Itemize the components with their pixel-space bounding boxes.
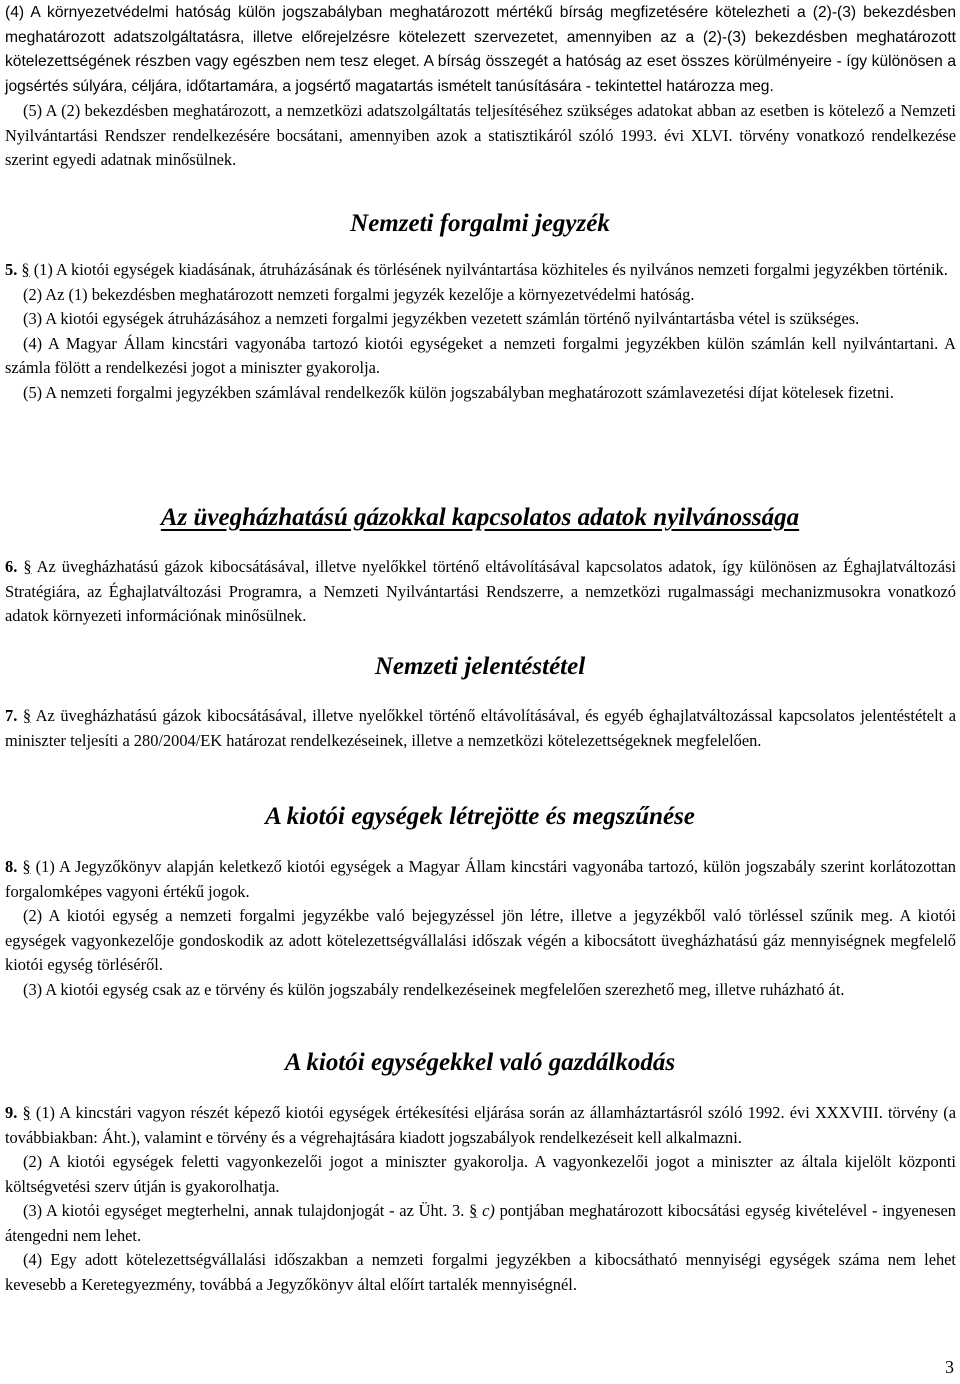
section-symbol[interactable]: §	[23, 557, 32, 576]
paragraph-4-5: (5) A (2) bekezdésben meghatározott, a nemzetközi adatszolgáltatás teljesítéséhez szükséges adatokat abban az esetben is kötelező a Nemzeti Nyilvántartási Rendszer rendelkezésére bocsátani, amennyiben azok a statisztikáról szóló 1993. évi XLVI. törvény vonatkozó rendelkezése szerint egyedi adatnak minősülnek.	[5, 101, 956, 169]
section-symbol[interactable]: §	[22, 1103, 31, 1122]
paragraph-text: (3) A kiotói egységet megterhelni, annak tulajdonjogát - az Üht. 3.	[23, 1201, 470, 1220]
section-4-continuation	[5, 1, 956, 173]
point-reference: c)	[477, 1201, 495, 1220]
heading-nemzeti-jelentestetel: Nemzeti jelentéstétel	[374, 653, 586, 680]
paragraph-text: (1) A kincstári vagyon részét képező kiotói egységek értékesítési eljárása során az államháztartásról szóló 1992. évi XXXVIII. törvény (a továbbiakban: Áht.), valamint e törvény és a végrehajtására kiadott jogszabályok rendelkezéseit kell alkalmazni.	[5, 1103, 956, 1147]
section-number: 8.	[5, 857, 18, 876]
section-6	[5, 555, 956, 629]
paragraph-5-5: (5) A nemzeti forgalmi jegyzékben számlával rendelkezők külön jogszabályban meghatározott számlavezetési díjat kötelesek fizetni.	[23, 382, 894, 402]
paragraph-8-2: (2) A kiotói egység a nemzeti forgalmi jegyzékbe való bejegyzéssel jön létre, illetve a jegyzékből való törléssel szűnik meg. A kiotói egységek vagyonkezelője gondoskodik az adott kötelezettségvállalási időszak végén a kibocsátott üvegházhatású gáz mennyiségnek megfelelő kiotói egység törléséről.	[5, 906, 956, 974]
section-5	[5, 258, 956, 405]
section-8	[5, 855, 956, 1002]
paragraph-9-2: (2) A kiotói egységek feletti vagyonkezelői jogot a miniszter gyakorolja. A vagyonkezelői jogot a miniszter az általa kijelölt központi költségvetési szerv útján is gyakorolhatja.	[5, 1152, 956, 1196]
heading-text: Az üvegházhatású gázokkal kapcsolatos adatok nyilvánossága	[160, 504, 800, 531]
section-9	[5, 1101, 956, 1297]
paragraph-5-1	[5, 258, 956, 283]
section-number: 7.	[5, 706, 18, 725]
section-number: 9.	[5, 1103, 18, 1122]
section-symbol[interactable]: §	[469, 1201, 478, 1220]
paragraph-8-1	[5, 855, 956, 904]
heading-kiotoi-egysegekkel-gazdalkodas: A kiotói egységekkel való gazdálkodás	[284, 1049, 676, 1076]
heading-nemzeti-forgalmi-jegyzek: Nemzeti forgalmi jegyzék	[350, 210, 610, 237]
paragraph-text: Az üvegházhatású gázok kibocsátásával, illetve nyelőkkel történő eltávolításával kapcsolatos adatok, így különösen az Éghajlatváltozási Stratégiára, az Éghajlatváltozási Programra, a Nemzeti Nyilvántartási Rendszerre, a nemzetközi rugalmassági mechanizmusokra vonatkozó adatok környezeti információnak minősülnek.	[5, 557, 956, 625]
section-number: 5.	[5, 260, 18, 279]
paragraph-9-1	[5, 1101, 956, 1150]
paragraph-9-4: (4) Egy adott kötelezettségvállalási időszakban a nemzeti forgalmi jegyzékben a kibocsátható mennyiségi egységek száma nem lehet kevesebb a Keretegyezmény, továbbá a Jegyzőkönyv által előírt tartalék mennyiségnél.	[5, 1250, 956, 1294]
paragraph-text: (1) A Jegyzőkönyv alapján keletkező kiotói egységek a Magyar Állam kincstári vagyonába tartozó, külön jogszabály szerint korlátozottan forgalomképes vagyoni értékű jogok.	[5, 857, 956, 901]
paragraph-5-3: (3) A kiotói egységek átruházásához a nemzeti forgalmi jegyzékben vezetett számlán történő nyilvántartásba vétel is szükséges.	[23, 309, 860, 328]
section-symbol[interactable]: §	[21, 260, 30, 279]
paragraph-4-4: (4) A környezetvédelmi hatóság külön jogszabályban meghatározott mértékű bírság megfizetésére kötelezheti a (2)-(3) bekezdésben meghatározott adatszolgáltatásra, illetve előrejelzésre kötelezett szervezetet, amennyiben az a (2)-(3) bekezdésben meghatározott kötelezettségének részben vagy egészben nem tesz eleget. A bírság összegét a hatóság az eset összes körülményeire - így különösen a jogsértés súlyára, céljára, időtartamára, a jogsértő magatartás ismételt tanúsítására - tekintettel határozza meg.	[5, 4, 956, 95]
section-symbol[interactable]: §	[22, 857, 31, 876]
paragraph-6-1	[5, 555, 956, 629]
section-symbol[interactable]: §	[22, 706, 32, 725]
heading-kiotoi-egysegek-letrejotte: A kiotói egységek létrejötte és megszűnése	[265, 803, 695, 830]
paragraph-text: Az üvegházhatású gázok kibocsátásával, illetve nyelőkkel történő eltávolításával, és egyéb éghajlatváltozással kapcsolatos jelentéstételt a miniszter teljesíti a 280/2004/EK határozat rendelkezéseinek, illetve a nemzetközi kötelezettségeknek megfelelően.	[5, 706, 956, 750]
paragraph-9-3	[5, 1199, 956, 1248]
paragraph-7-1	[5, 704, 956, 753]
section-number: 6.	[5, 557, 18, 576]
heading-uveghazhatasu-gazok-adatok	[0, 502, 960, 534]
paragraph-text: (1) A kiotói egységek kiadásának, átruházásának és törlésének nyilvántartása közhiteles és nyilvános nemzeti forgalmi jegyzékben történik.	[29, 260, 948, 279]
page-number: 3	[945, 1357, 954, 1377]
paragraph-text: pontjában meghatározott kibocsátási egység kivételével - ingyenesen átengedni nem lehet.	[5, 1201, 956, 1245]
paragraph-8-3: (3) A kiotói egység csak az e törvény és külön jogszabály rendelkezéseinek megfelelően szerezhető meg, illetve ruházható át.	[23, 979, 845, 999]
paragraph-5-2: (2) Az (1) bekezdésben meghatározott nemzeti forgalmi jegyzék kezelője a környezetvédelmi hatóság.	[23, 284, 695, 304]
paragraph-5-4: (4) A Magyar Állam kincstári vagyonába tartozó kiotói egységeket a nemzeti forgalmi jegyzékben külön számlán kell nyilvántartani. A számla fölött a rendelkezési jogot a miniszter gyakorolja.	[5, 333, 956, 377]
section-7	[5, 704, 956, 753]
